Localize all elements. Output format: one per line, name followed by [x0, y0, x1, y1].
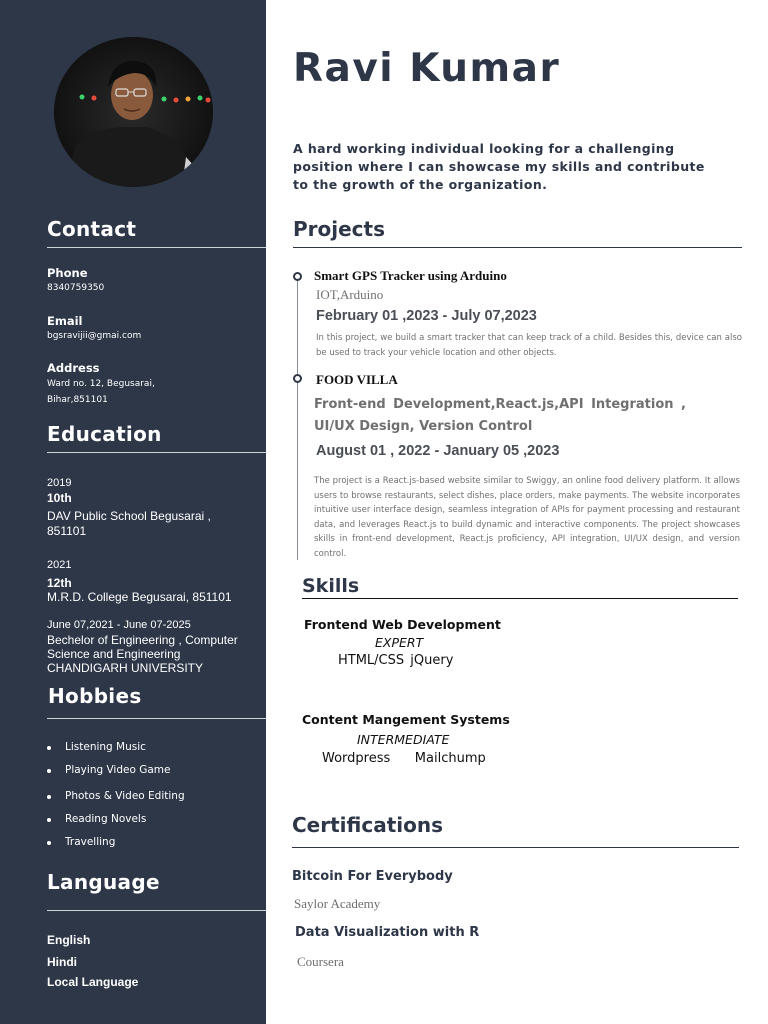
skill-level: EXPERT	[375, 635, 424, 650]
contact-divider	[47, 247, 266, 248]
timeline-dot	[293, 272, 302, 281]
list-item: Travelling	[47, 836, 185, 859]
education-institution: DAV Public School Begusarai ,	[47, 509, 211, 523]
skill-items: HTML/CSS jQuery	[338, 653, 454, 668]
project-description: In this project, we build a smart tracker that can keep track of a child. Besides this, device can also be used to track your vehicle location and other objects.	[316, 333, 742, 358]
language-divider	[47, 910, 266, 911]
hobbies-list	[47, 741, 185, 859]
language-heading: Language	[47, 870, 160, 894]
hobbies-heading: Hobbies	[48, 684, 142, 708]
address-line-2: Bihar,851101	[47, 395, 108, 405]
projects-heading: Projects	[293, 217, 386, 241]
language-item: Local Language	[47, 975, 139, 989]
page-title: Ravi Kumar	[293, 46, 561, 91]
education-degree: 10th	[47, 491, 72, 505]
certification-issuer: Coursera	[297, 954, 344, 969]
sidebar	[0, 0, 266, 1024]
education-year: 2021	[47, 559, 72, 571]
skill-level: INTERMEDIATE	[357, 732, 450, 747]
project-title: Smart GPS Tracker using Arduino	[314, 268, 507, 283]
certifications-divider	[292, 847, 739, 848]
profile-summary: A hard working individual looking for a challenging position where I can showcase my skills and contribute to the growth of the organization.	[293, 141, 705, 192]
language-item: English	[47, 933, 91, 947]
education-institution: CHANDIGARH UNIVERSITY	[47, 661, 204, 675]
skill-items: Wordpress Mailchump	[322, 751, 486, 766]
project-tech: UI/UX Design, Version Control	[314, 419, 533, 434]
timeline-dot	[293, 374, 302, 383]
education-institution: Bechelor of Engineering , Computer	[47, 633, 238, 647]
project-description: The project is a React.js-based website similar to Swiggy, an online food delivery platform. It allows users to browse restaurants, select dishes, place orders, make payments. The website incorporates intuitive user interface design, seamless integration of APIs for payment processing and restaurant data, and leverages React.js to build dynamic and interactive components. The project showcases skills in front-end development, React.js proficiency, API integration, UI/UX design, and version control.	[314, 476, 740, 559]
project-date: August 01 , 2022 - January 05 ,2023	[316, 443, 560, 459]
project-title: FOOD VILLA	[316, 372, 398, 387]
list-item: Reading Novels	[47, 813, 185, 836]
skills-heading: Skills	[302, 575, 360, 597]
education-year: 2019	[47, 477, 72, 489]
language-item: Hindi	[47, 955, 77, 969]
education-institution: M.R.D. College Begusarai, 851101	[47, 590, 232, 604]
education-heading: Education	[47, 422, 162, 446]
list-item: Photos & Video Editing	[47, 790, 185, 813]
profile-photo	[54, 37, 213, 187]
project-tech: IOT,Arduino	[316, 287, 384, 302]
education-divider	[47, 452, 266, 453]
skill-group-title: Frontend Web Development	[304, 617, 501, 632]
certifications-heading: Certifications	[292, 813, 443, 837]
address-label: Address	[47, 361, 100, 375]
skill-group-title: Content Mangement Systems	[302, 712, 510, 727]
certification-title: Bitcoin For Everybody	[292, 869, 453, 884]
projects-divider	[293, 247, 742, 248]
certification-issuer: Saylor Academy	[294, 896, 381, 911]
address-line-1: Ward no. 12, Begusarai,	[47, 379, 155, 389]
skills-divider	[302, 598, 738, 599]
phone-value[interactable]: 8340759350	[47, 283, 105, 293]
phone-label: Phone	[47, 266, 88, 280]
email-value[interactable]: bgsravijii@gmai.com	[47, 331, 142, 341]
education-degree: 12th	[47, 576, 72, 590]
project-tech: Front-end Development,React.js,API Integration ,	[314, 397, 686, 412]
hobbies-divider	[47, 718, 266, 719]
project-date: February 01 ,2023 - July 07,2023	[316, 308, 537, 324]
certification-title: Data Visualization with R	[295, 925, 480, 940]
list-item: Playing Video Game	[47, 764, 185, 787]
list-item: Listening Music	[47, 741, 185, 764]
timeline-line	[297, 278, 298, 560]
education-institution: 851101	[47, 524, 87, 538]
contact-heading: Contact	[47, 217, 137, 241]
email-label: Email	[47, 314, 83, 328]
education-year: June 07,2021 - June 07-2025	[47, 619, 191, 631]
education-institution: Science and Engineering	[47, 647, 181, 661]
